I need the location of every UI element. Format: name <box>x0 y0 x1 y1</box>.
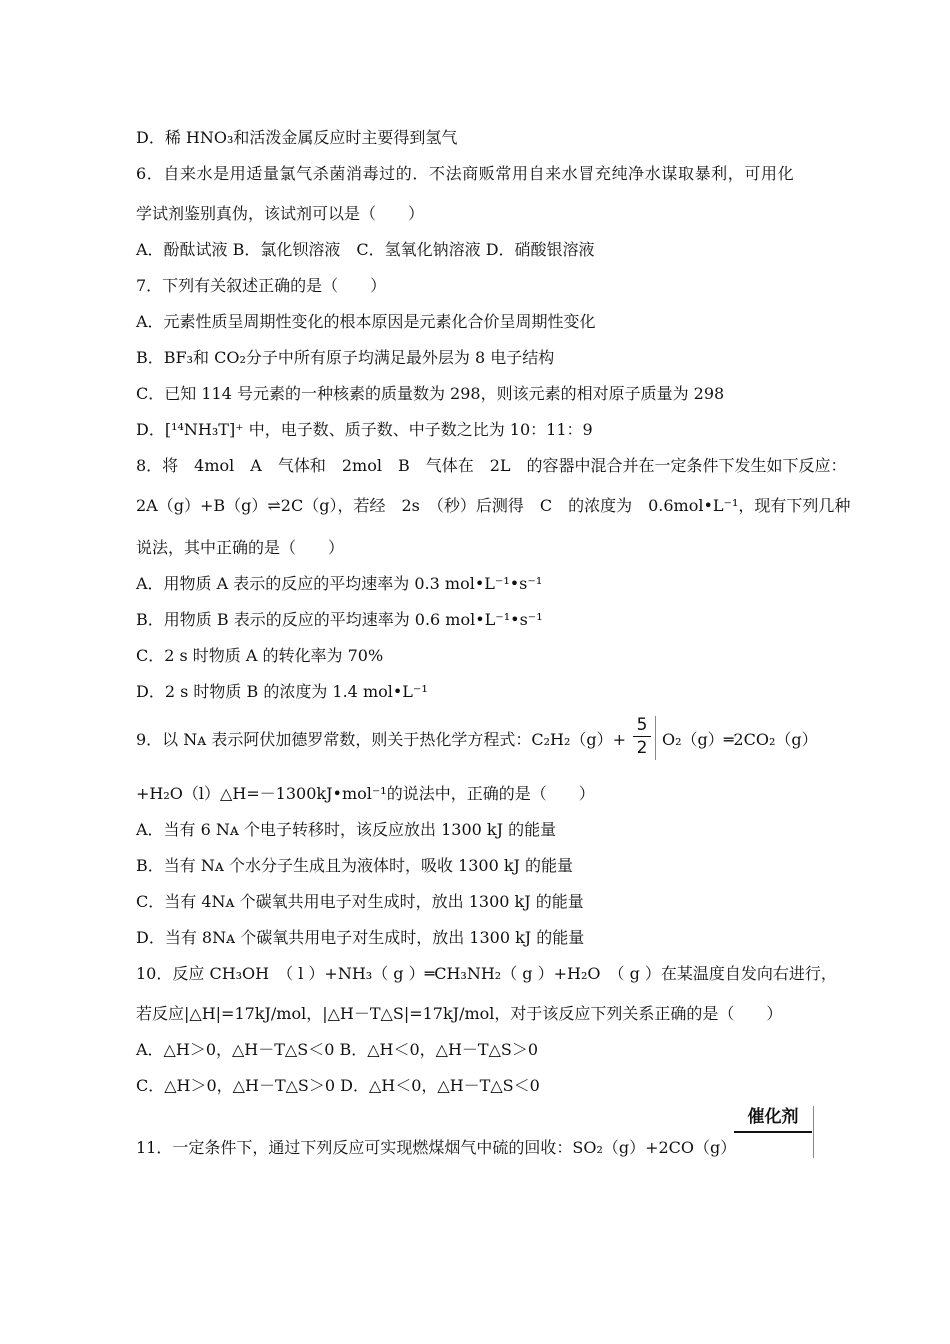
q7-option-a: A．元素性质呈周期性变化的根本原因是元素化合价呈周期性变化 <box>136 312 596 331</box>
q7-option-c: C．已知 114 号元素的一种核素的质量数为 298，则该元素的相对原子质量为 298 <box>136 384 725 403</box>
fraction-denominator: 2 <box>636 738 648 758</box>
q10-stem-line2: 若反应|△H|=17kJ/mol，|△H－T△S|=17kJ/mol，对于该反应下列关系正确的是（ ） <box>136 1004 783 1023</box>
q9-stem-line1: 9．以 Nᴀ 表示阿伏加德罗常数，则关于热化学方程式：C₂H₂（g）+ <box>136 730 627 749</box>
q10-options-ab: A．△H＞0，△H－T△S＜0 B．△H＜0，△H－T△S＞0 <box>136 1040 539 1059</box>
q6-stem-line1: 6．自来水是用适量氯气杀菌消毒过的．不法商贩常用自来水冒充纯净水谋取暴利，可用化 <box>136 164 795 183</box>
q9-equation-tail: O₂（g）═2CO₂（g） <box>662 730 818 749</box>
q8-option-d: D．2 s 时物质 B 的浓度为 1.4 mol•L⁻¹ <box>136 682 428 701</box>
q11-stem: 11．一定条件下，通过下列反应可实现燃煤烟气中硫的回收：SO₂（g）+2CO（g） <box>136 1138 737 1157</box>
q9-stem-line2: +H₂O（l）△H=－1300kJ•mol⁻¹的说法中，正确的是（ ） <box>136 784 595 803</box>
q7-stem: 7．下列有关叙述正确的是（ ） <box>136 276 387 295</box>
catalyst-border <box>813 1106 814 1158</box>
q9-option-d: D．当有 8Nᴀ 个碳氧共用电子对生成时，放出 1300 kJ 的能量 <box>136 928 585 947</box>
catalyst-arrow <box>734 1131 812 1133</box>
q9-option-b: B．当有 Nᴀ 个水分子生成且为液体时，吸收 1300 kJ 的能量 <box>136 856 574 875</box>
q7-option-b: B．BF₃和 CO₂分子中所有原子均满足最外层为 8 电子结构 <box>136 348 555 367</box>
q6-options: A．酚酞试液 B．氯化钡溶液 C．氢氧化钠溶液 D．硝酸银溶液 <box>136 240 595 259</box>
q8-stem-line3: 说法，其中正确的是（ ） <box>136 538 345 557</box>
q5-option-d: D．稀 HNO₃和活泼金属反应时主要得到氢气 <box>136 128 458 147</box>
q9-option-a: A．当有 6 Nᴀ 个电子转移时，该反应放出 1300 kJ 的能量 <box>136 820 557 839</box>
q7-option-d: D．[¹⁴NH₃T]⁺ 中，电子数、质子数、中子数之比为 10：11：9 <box>136 420 593 439</box>
q8-stem-line1: 8．将 4mol A 气体和 2mol B 气体在 2L 的容器中混合并在一定条件下发生如下反应： <box>136 456 847 475</box>
fraction-numerator: 5 <box>636 715 648 735</box>
q10-options-cd: C．△H＞0，△H－T△S＞0 D．△H＜0，△H－T△S＜0 <box>136 1076 540 1095</box>
q10-stem-line1: 10．反应 CH₃OH （ l ）+NH₃（ g ）═CH₃NH₂（ g ）+H₂O （ g ）在某温度自发向右进行， <box>136 964 837 983</box>
q6-stem-line2: 学试剂鉴别真伪，该试剂可以是（ ） <box>136 204 425 223</box>
q8-stem-line2: 2A（g）+B（g）⇌2C（g），若经 2s （秒）后测得 C 的浓度为 0.6mol•L⁻¹，现有下列几种 <box>136 496 851 515</box>
fraction-bar <box>633 736 651 737</box>
q8-option-c: C．2 s 时物质 A 的转化率为 70% <box>136 646 384 665</box>
q9-option-c: C．当有 4Nᴀ 个碳氧共用电子对生成时，放出 1300 kJ 的能量 <box>136 892 584 911</box>
catalyst-label: 催化剂 <box>747 1107 799 1127</box>
fraction-five-halves <box>631 716 653 757</box>
q8-option-b: B．用物质 B 表示的反应的平均速率为 0.6 mol•L⁻¹•s⁻¹ <box>136 610 543 629</box>
fraction-border <box>655 716 656 760</box>
q8-option-a: A．用物质 A 表示的反应的平均速率为 0.3 mol•L⁻¹•s⁻¹ <box>136 574 543 593</box>
